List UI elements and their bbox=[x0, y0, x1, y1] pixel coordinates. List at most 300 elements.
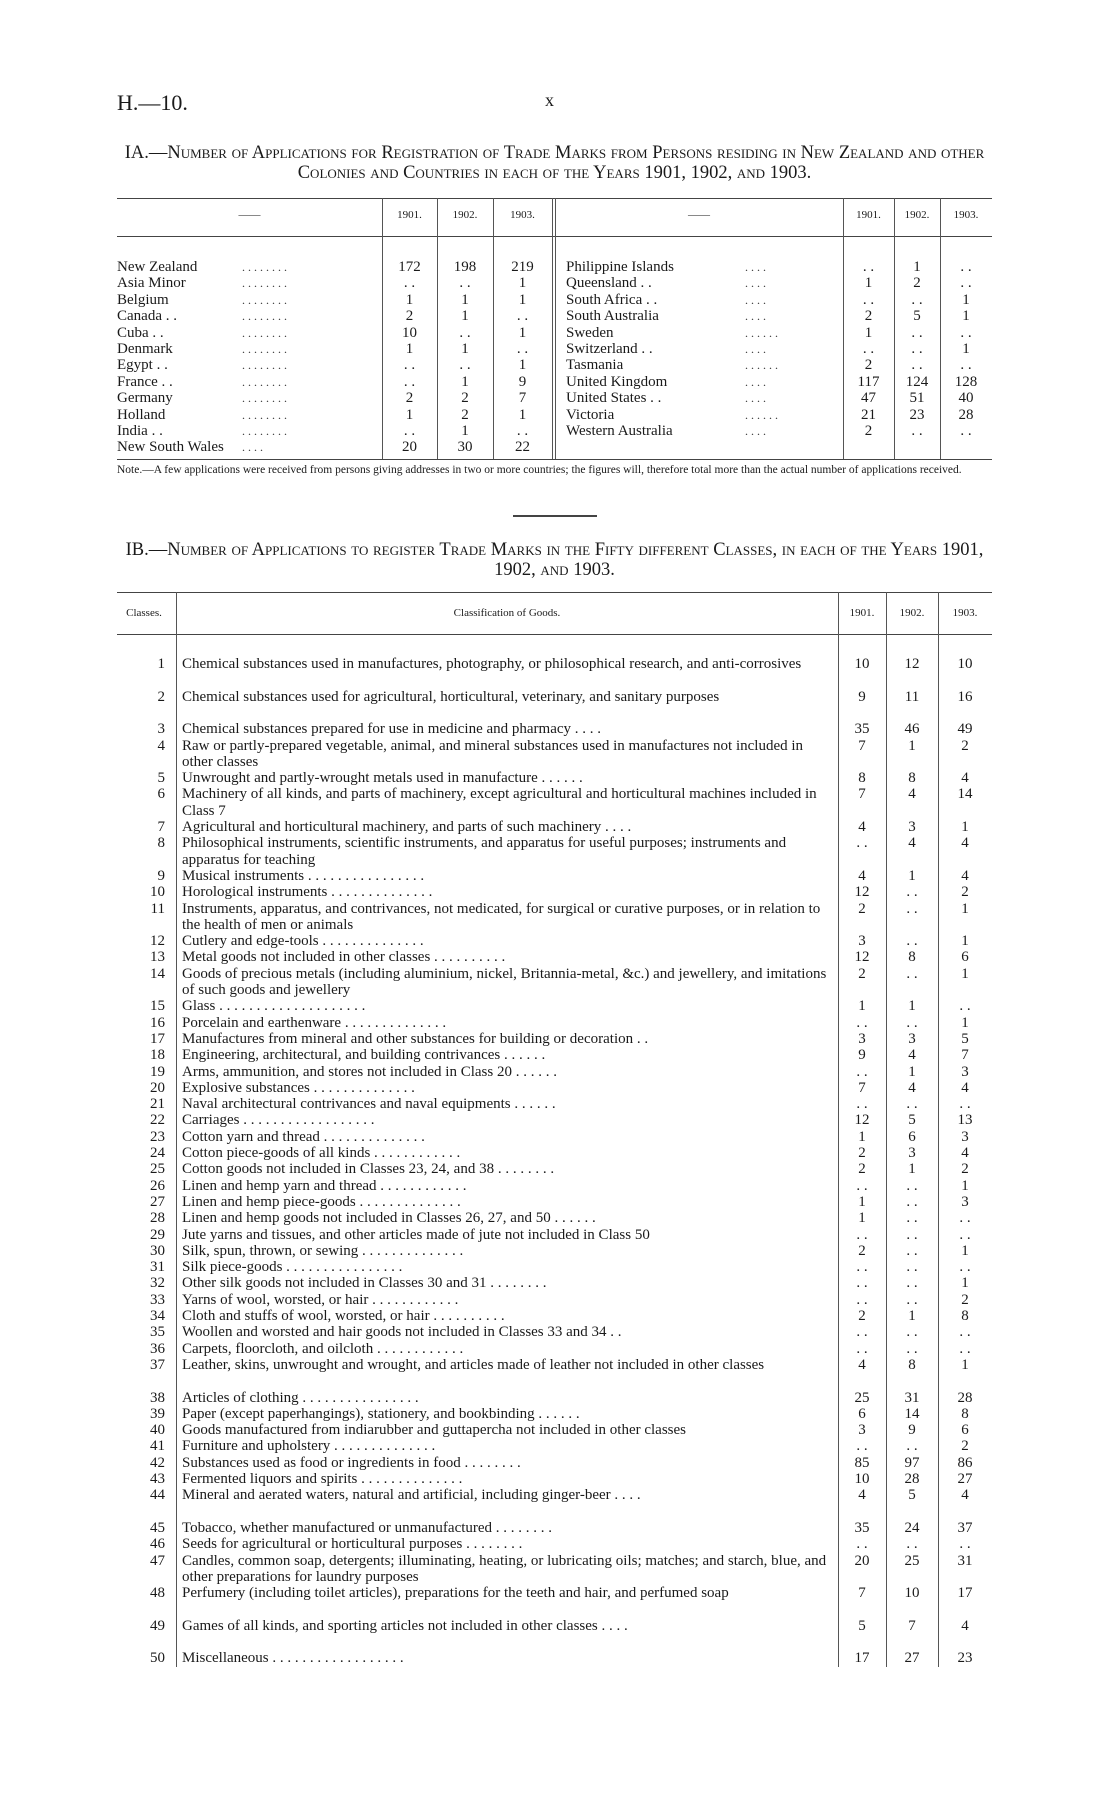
count-cell: . . bbox=[856, 1291, 868, 1308]
class-number: 23 bbox=[150, 1128, 165, 1145]
count-cell: . . bbox=[906, 1210, 918, 1227]
count-cell: 1 bbox=[961, 1177, 969, 1194]
count-cell: 1 bbox=[864, 324, 873, 341]
dot-leader: . . . . . . . . bbox=[242, 309, 287, 324]
count-cell: 7 bbox=[858, 737, 866, 754]
class-number: 41 bbox=[150, 1438, 165, 1455]
count-cell: 1 bbox=[518, 275, 527, 292]
class-description: Manufactures from mineral and other substances for building or decoration . . bbox=[182, 1030, 649, 1047]
count-cell: 28 bbox=[958, 406, 974, 423]
class-description: Fermented liquors and spirits . . . . . . . . . . . . . . bbox=[182, 1471, 463, 1487]
country-name: Egypt . . bbox=[117, 357, 168, 374]
class-number: 11 bbox=[150, 900, 165, 917]
count-cell: 11 bbox=[904, 688, 920, 705]
count-cell: . . bbox=[856, 1177, 868, 1194]
class-number: 28 bbox=[150, 1210, 165, 1227]
count-cell: 86 bbox=[957, 1454, 973, 1471]
count-cell: 21 bbox=[861, 406, 876, 423]
count-cell: 4 bbox=[961, 770, 969, 787]
count-cell: 12 bbox=[904, 656, 920, 672]
class-number: 49 bbox=[150, 1617, 165, 1634]
table-b-title-text: Number of Applications to register Trade Marks in the Fifty different Classes, in each of the Years 1901, 1902, and 1903. bbox=[167, 540, 984, 580]
count-cell: . . bbox=[856, 1536, 868, 1553]
class-description: Cotton yarn and thread . . . . . . . . . . . . . . bbox=[182, 1128, 425, 1145]
count-cell: 1 bbox=[961, 933, 969, 950]
country-name: Queensland . . bbox=[566, 275, 652, 292]
count-cell: 1 bbox=[908, 1308, 916, 1324]
dot-leader: . . . . . . . . bbox=[242, 342, 287, 356]
table-b-col-1902: 1902. bbox=[899, 607, 925, 619]
class-description: Goods of precious metals (including aluminium, nickel, Britannia-metal, &c.) and jewellery, and imitations of such goods and jewellery bbox=[182, 965, 827, 999]
count-cell: 2 bbox=[864, 308, 873, 325]
count-cell: 3 bbox=[961, 1128, 969, 1145]
table-b-title bbox=[117, 540, 992, 580]
count-cell: 1 bbox=[518, 406, 527, 423]
class-description: Porcelain and earthenware . . . . . . . . . . . . . . bbox=[182, 1014, 447, 1031]
count-cell: 1 bbox=[961, 1014, 969, 1031]
count-cell: . . bbox=[856, 1259, 868, 1276]
class-number: 6 bbox=[157, 786, 165, 803]
count-cell: 3 bbox=[961, 1063, 969, 1080]
count-cell: . . bbox=[906, 1536, 918, 1553]
class-number: 35 bbox=[150, 1324, 165, 1341]
count-cell: . . bbox=[911, 423, 923, 439]
table-b-col-classes: Classes. bbox=[126, 607, 162, 619]
count-cell: 2 bbox=[858, 1242, 866, 1259]
country-name: South Australia bbox=[566, 308, 659, 325]
class-description: Explosive substances . . . . . . . . . . . . . . bbox=[182, 1079, 415, 1096]
count-cell: . . bbox=[906, 1242, 918, 1259]
class-number: 18 bbox=[150, 1047, 165, 1064]
class-description: Goods manufactured from indiarubber and guttapercha not included in other classes bbox=[182, 1422, 687, 1439]
count-cell: . . bbox=[516, 423, 529, 439]
count-cell: 10 bbox=[957, 656, 973, 672]
dot-leader: . . . . . . bbox=[745, 358, 778, 373]
count-cell: . . bbox=[856, 1324, 868, 1341]
count-cell: 4 bbox=[961, 1079, 969, 1096]
dot-leader: . . . . bbox=[745, 276, 766, 291]
count-cell: 4 bbox=[908, 835, 916, 852]
class-number: 46 bbox=[150, 1536, 165, 1553]
count-cell: 2 bbox=[961, 1438, 969, 1455]
country-name: Canada . . bbox=[117, 308, 177, 325]
count-cell: 1 bbox=[518, 357, 527, 374]
count-cell: . . bbox=[862, 259, 875, 275]
count-cell: 1 bbox=[858, 1210, 866, 1227]
count-cell: 10 bbox=[402, 324, 417, 341]
count-cell: 28 bbox=[957, 1389, 973, 1406]
count-cell: . . bbox=[516, 341, 529, 357]
count-cell: . . bbox=[906, 1438, 918, 1455]
count-cell: 1 bbox=[461, 423, 469, 439]
count-cell: . . bbox=[906, 1096, 918, 1113]
count-cell: 9 bbox=[858, 1047, 866, 1064]
class-description: Naval architectural contrivances and naval equipments . . . . . . bbox=[182, 1096, 556, 1113]
count-cell: 7 bbox=[858, 1585, 866, 1602]
class-description: Agricultural and horticultural machinery, and parts of such machinery . . . . bbox=[182, 819, 632, 835]
class-number: 13 bbox=[150, 949, 165, 966]
country-name: Switzerland . . bbox=[566, 341, 653, 357]
count-cell: 3 bbox=[858, 1030, 866, 1047]
count-cell: 6 bbox=[908, 1128, 916, 1145]
count-cell: 1 bbox=[961, 1242, 969, 1259]
class-description: Yarns of wool, worsted, or hair . . . . . . . . . . . . bbox=[182, 1291, 459, 1308]
count-cell: 2 bbox=[864, 357, 873, 374]
table-a-col-1901-left: 1901. bbox=[397, 209, 422, 221]
country-name: Asia Minor bbox=[117, 275, 186, 292]
count-cell: . . bbox=[403, 357, 416, 374]
table-a-bottom-rule bbox=[117, 459, 992, 460]
count-cell: 5 bbox=[913, 308, 921, 325]
count-cell: 5 bbox=[961, 1030, 969, 1047]
count-cell: . . bbox=[960, 259, 972, 275]
count-cell: 4 bbox=[961, 1487, 969, 1504]
class-description: Other silk goods not included in Classes 30 and 31 . . . . . . . . bbox=[182, 1275, 547, 1292]
count-cell: . . bbox=[862, 291, 875, 308]
dot-leader: . . . . bbox=[745, 292, 766, 307]
count-cell: . . bbox=[960, 275, 972, 292]
class-description: Paper (except paperhangings), stationery, and bookbinding . . . . . . bbox=[182, 1405, 580, 1422]
count-cell: 12 bbox=[854, 1112, 870, 1129]
count-cell: . . bbox=[906, 1340, 918, 1357]
count-cell: 1 bbox=[908, 867, 916, 884]
class-description: Tobacco, whether manufactured or unmanufactured . . . . . . . . bbox=[182, 1519, 553, 1536]
class-number: 44 bbox=[150, 1487, 165, 1504]
class-description: Cotton piece-goods of all kinds . . . . . . . . . . . . bbox=[182, 1145, 461, 1161]
class-description: Silk, spun, thrown, or sewing . . . . . . . . . . . . . . bbox=[182, 1242, 464, 1259]
count-cell: 24 bbox=[904, 1519, 920, 1536]
count-cell: 8 bbox=[908, 1356, 916, 1373]
count-cell: 14 bbox=[957, 786, 973, 803]
col-divider bbox=[176, 592, 177, 1667]
class-description: Glass . . . . . . . . . . . . . . . . . . . . bbox=[182, 998, 366, 1015]
count-cell: 1 bbox=[461, 373, 469, 390]
count-cell: 1 bbox=[858, 998, 866, 1015]
count-cell: 1 bbox=[961, 965, 969, 982]
count-cell: 1 bbox=[961, 1275, 969, 1292]
class-number: 20 bbox=[150, 1079, 165, 1096]
count-cell: . . bbox=[959, 1096, 971, 1113]
class-number: 26 bbox=[150, 1177, 165, 1194]
count-cell: . . bbox=[856, 1014, 868, 1031]
count-cell: 117 bbox=[857, 373, 880, 390]
count-cell: 4 bbox=[858, 819, 866, 835]
table-b-header-rule bbox=[117, 634, 992, 635]
class-number: 14 bbox=[150, 965, 165, 982]
count-cell: 4 bbox=[961, 1145, 969, 1161]
count-cell: . . bbox=[856, 1096, 868, 1113]
count-cell: 3 bbox=[908, 1030, 916, 1047]
class-number: 42 bbox=[150, 1454, 165, 1471]
count-cell: 1 bbox=[858, 1193, 866, 1210]
dot-leader: . . . . . . bbox=[745, 325, 778, 340]
count-cell: 9 bbox=[518, 373, 527, 390]
count-cell: 5 bbox=[858, 1617, 866, 1634]
class-description: Instruments, apparatus, and contrivances, not medicated, for surgical or curative purposes, or in relation to the health of men or animals bbox=[182, 900, 821, 933]
class-description: Linen and hemp piece-goods . . . . . . . . . . . . . . bbox=[182, 1193, 461, 1210]
country-name: United Kingdom bbox=[566, 373, 668, 390]
count-cell: 2 bbox=[913, 275, 921, 292]
class-number: 30 bbox=[150, 1242, 165, 1259]
table-b-col-1901: 1901. bbox=[849, 607, 875, 619]
class-description: Unwrought and partly-wrought metals used in manufacture . . . . . . bbox=[182, 770, 583, 787]
count-cell: . . bbox=[911, 324, 923, 341]
count-cell: . . bbox=[911, 341, 923, 357]
count-cell: . . bbox=[856, 1063, 868, 1080]
page-code: H.—10. bbox=[117, 90, 188, 115]
count-cell: 35 bbox=[854, 721, 870, 738]
count-cell: . . bbox=[906, 884, 918, 901]
count-cell: 37 bbox=[957, 1519, 973, 1536]
class-number: 50 bbox=[150, 1650, 165, 1667]
count-cell: 2 bbox=[961, 737, 969, 754]
count-cell: . . bbox=[959, 1324, 971, 1341]
class-number: 31 bbox=[150, 1259, 165, 1276]
class-description: Philosophical instruments, scientific instruments, and apparatus for useful purposes; instruments and apparatus for teaching bbox=[182, 835, 787, 868]
count-cell: 31 bbox=[904, 1389, 920, 1406]
count-cell: 7 bbox=[961, 1047, 969, 1064]
count-cell: 4 bbox=[858, 1356, 866, 1373]
count-cell: 4 bbox=[908, 1079, 916, 1096]
count-cell: 14 bbox=[904, 1405, 920, 1422]
table-b-title-prefix: IB.— bbox=[125, 540, 168, 560]
count-cell: 10 bbox=[854, 656, 870, 672]
class-number: 48 bbox=[150, 1585, 165, 1602]
count-cell: 3 bbox=[961, 1193, 969, 1210]
count-cell: 4 bbox=[961, 867, 969, 884]
count-cell: 1 bbox=[461, 341, 469, 357]
class-description: Musical instruments . . . . . . . . . . . . . . . . bbox=[182, 867, 425, 884]
count-cell: 1 bbox=[405, 341, 414, 357]
class-number: 36 bbox=[150, 1340, 165, 1357]
dot-leader: . . . . bbox=[745, 391, 766, 406]
count-cell: . . bbox=[959, 1536, 971, 1553]
count-cell: . . bbox=[403, 373, 416, 390]
class-description: Raw or partly-prepared vegetable, animal, and mineral substances used in manufactures not included in other classes bbox=[182, 737, 804, 770]
count-cell: 2 bbox=[858, 900, 866, 917]
class-number: 27 bbox=[150, 1193, 165, 1210]
count-cell: 4 bbox=[908, 1047, 916, 1064]
count-cell: 6 bbox=[858, 1405, 866, 1422]
class-number: 33 bbox=[150, 1291, 165, 1308]
count-cell: 3 bbox=[908, 1145, 916, 1161]
table-a-title bbox=[117, 143, 992, 183]
section-divider bbox=[513, 515, 597, 517]
count-cell: 10 bbox=[904, 1585, 920, 1602]
class-description: Cloth and stuffs of wool, worsted, or hair . . . . . . . . . . bbox=[182, 1308, 505, 1324]
count-cell: 20 bbox=[854, 1552, 870, 1569]
count-cell: . . bbox=[856, 835, 868, 852]
class-number: 5 bbox=[157, 770, 165, 787]
count-cell: 4 bbox=[858, 1487, 866, 1504]
count-cell: 1 bbox=[518, 291, 527, 308]
class-number: 21 bbox=[150, 1096, 165, 1113]
count-cell: 2 bbox=[461, 390, 469, 407]
class-description: Perfumery (including toilet articles), preparations for the teeth and hair, and perfumed soap bbox=[182, 1585, 729, 1602]
count-cell: 1 bbox=[961, 1356, 969, 1373]
count-cell: 9 bbox=[908, 1422, 916, 1439]
country-name: Germany bbox=[117, 390, 173, 407]
count-cell: 17 bbox=[957, 1585, 973, 1602]
count-cell: 2 bbox=[405, 390, 414, 407]
count-cell: 4 bbox=[961, 835, 969, 852]
col-divider bbox=[552, 198, 553, 459]
class-description: Chemical substances used for agricultural, horticultural, veterinary, and sanitary purposes bbox=[182, 688, 720, 705]
dot-leader: . . . . . . . . bbox=[242, 424, 287, 438]
count-cell: 12 bbox=[854, 949, 870, 966]
class-number: 38 bbox=[150, 1389, 165, 1406]
count-cell: 1 bbox=[961, 819, 969, 835]
count-cell: . . bbox=[856, 1275, 868, 1292]
table-a-col-1903-right: 1903. bbox=[953, 209, 979, 221]
count-cell: 40 bbox=[958, 390, 974, 407]
dot-leader: . . . . . . . . bbox=[242, 391, 287, 406]
class-description: Carpets, floorcloth, and oilcloth . . . . . . . . . . . . bbox=[182, 1340, 464, 1357]
dot-leader: . . . . . . . . bbox=[242, 358, 287, 373]
count-cell: . . bbox=[906, 1291, 918, 1308]
table-b-col-1903: 1903. bbox=[952, 607, 978, 619]
count-cell: . . bbox=[960, 423, 972, 439]
count-cell: 85 bbox=[854, 1454, 870, 1471]
table-a-col-1903-left: 1903. bbox=[510, 209, 535, 221]
dot-leader: . . . . . . bbox=[745, 407, 778, 422]
count-cell: 20 bbox=[402, 439, 417, 456]
table-b-top-rule bbox=[117, 592, 992, 593]
class-description: Cotton goods not included in Classes 23, 24, and 38 . . . . . . . . bbox=[182, 1161, 555, 1178]
count-cell: 172 bbox=[398, 259, 421, 275]
count-cell: 2 bbox=[961, 1291, 969, 1308]
count-cell: 13 bbox=[957, 1112, 973, 1129]
table-a-note: Note.—A few applications were received from persons giving addresses in two or more countries; the figures will, therefore total more than the actual number of applications received. bbox=[117, 464, 962, 476]
country-name: Victoria bbox=[566, 406, 615, 423]
count-cell: 17 bbox=[854, 1650, 870, 1667]
count-cell: 27 bbox=[957, 1471, 973, 1487]
dot-leader: . . . . . . . . bbox=[242, 325, 287, 340]
count-cell: 5 bbox=[908, 1112, 916, 1129]
class-description: Substances used as food or ingredients in food . . . . . . . . bbox=[182, 1454, 521, 1471]
count-cell: 3 bbox=[908, 819, 916, 835]
class-number: 2 bbox=[157, 688, 165, 705]
country-name: New Zealand bbox=[117, 259, 198, 275]
class-number: 3 bbox=[157, 721, 165, 738]
count-cell: . . bbox=[459, 275, 471, 292]
dot-leader: . . . . bbox=[242, 440, 263, 455]
count-cell: 23 bbox=[909, 406, 925, 423]
class-number: 1 bbox=[157, 656, 165, 672]
count-cell: 23 bbox=[957, 1650, 973, 1667]
class-number: 8 bbox=[157, 835, 165, 852]
count-cell: 1 bbox=[405, 291, 414, 308]
count-cell: 8 bbox=[961, 1308, 969, 1324]
count-cell: 7 bbox=[858, 786, 866, 803]
count-cell: 2 bbox=[858, 1161, 866, 1178]
class-description: Miscellaneous . . . . . . . . . . . . . . . . . . bbox=[182, 1650, 404, 1667]
count-cell: . . bbox=[516, 308, 529, 325]
count-cell: . . bbox=[403, 423, 416, 439]
dot-leader: . . . . bbox=[745, 309, 766, 324]
count-cell: 2 bbox=[405, 308, 414, 325]
class-number: 37 bbox=[150, 1356, 165, 1373]
country-name: Belgium bbox=[117, 291, 169, 308]
col-divider bbox=[555, 198, 556, 459]
count-cell: 8 bbox=[858, 770, 866, 787]
count-cell: . . bbox=[906, 1324, 918, 1341]
class-description: Jute yarns and tissues, and other articles made of jute not included in Class 50 bbox=[182, 1226, 650, 1243]
dot-leader: . . . . . . . . bbox=[242, 260, 287, 274]
count-cell: 1 bbox=[913, 259, 921, 275]
class-description: Arms, ammunition, and stores not included in Class 20 . . . . . . bbox=[182, 1063, 557, 1080]
count-cell: . . bbox=[959, 998, 971, 1015]
count-cell: . . bbox=[856, 1226, 868, 1243]
count-cell: 219 bbox=[511, 259, 534, 275]
class-number: 47 bbox=[150, 1552, 165, 1569]
count-cell: 124 bbox=[905, 373, 929, 390]
count-cell: 6 bbox=[961, 1422, 969, 1439]
class-number: 12 bbox=[150, 933, 165, 950]
count-cell: 1 bbox=[461, 291, 469, 308]
count-cell: 2 bbox=[961, 1161, 969, 1178]
count-cell: 16 bbox=[957, 688, 973, 705]
dot-leader: . . . . . . . . bbox=[242, 292, 287, 307]
count-cell: 27 bbox=[904, 1650, 920, 1667]
class-number: 7 bbox=[157, 819, 165, 835]
count-cell: . . bbox=[959, 1226, 971, 1243]
class-number: 10 bbox=[150, 884, 165, 901]
count-cell: 25 bbox=[904, 1552, 920, 1569]
class-number: 4 bbox=[157, 737, 165, 754]
class-number: 43 bbox=[150, 1471, 165, 1487]
country-name: France . . bbox=[117, 373, 173, 390]
count-cell: 35 bbox=[854, 1519, 870, 1536]
count-cell: 4 bbox=[961, 1617, 969, 1634]
class-number: 32 bbox=[150, 1275, 165, 1292]
count-cell: . . bbox=[403, 275, 416, 292]
dot-leader: . . . . bbox=[745, 342, 766, 356]
class-number: 19 bbox=[150, 1063, 165, 1080]
count-cell: 7 bbox=[518, 390, 527, 407]
country-name: Tasmania bbox=[566, 357, 624, 374]
class-description: Linen and hemp goods not included in Classes 26, 27, and 50 . . . . . . bbox=[182, 1210, 596, 1227]
count-cell: 7 bbox=[908, 1617, 916, 1634]
count-cell: . . bbox=[959, 1340, 971, 1357]
class-description: Mineral and aerated waters, natural and artificial, including ginger-beer . . . . bbox=[182, 1487, 641, 1504]
count-cell: . . bbox=[906, 1014, 918, 1031]
count-cell: 2 bbox=[864, 423, 873, 439]
class-number: 39 bbox=[150, 1405, 165, 1422]
class-number: 9 bbox=[157, 867, 165, 884]
count-cell: . . bbox=[459, 357, 471, 374]
count-cell: 28 bbox=[904, 1471, 920, 1487]
country-name: Denmark bbox=[117, 341, 173, 357]
count-cell: 5 bbox=[908, 1487, 916, 1504]
class-number: 34 bbox=[150, 1308, 165, 1324]
count-cell: 1 bbox=[858, 1128, 866, 1145]
country-name: Sweden bbox=[566, 324, 614, 341]
count-cell: 1 bbox=[864, 275, 873, 292]
count-cell: . . bbox=[960, 324, 972, 341]
count-cell: 46 bbox=[904, 721, 920, 738]
count-cell: 51 bbox=[909, 390, 925, 407]
count-cell: 2 bbox=[858, 1145, 866, 1161]
count-cell: 4 bbox=[908, 786, 916, 803]
class-description: Chemical substances prepared for use in medicine and pharmacy . . . . bbox=[182, 721, 602, 738]
country-name: Western Australia bbox=[566, 423, 673, 439]
count-cell: . . bbox=[459, 324, 471, 341]
country-name: India . . bbox=[117, 423, 163, 439]
class-description: Games of all kinds, and sporting articles not included in other classes . . . . bbox=[182, 1617, 628, 1634]
count-cell: 12 bbox=[854, 884, 870, 901]
count-cell: 1 bbox=[962, 308, 970, 325]
